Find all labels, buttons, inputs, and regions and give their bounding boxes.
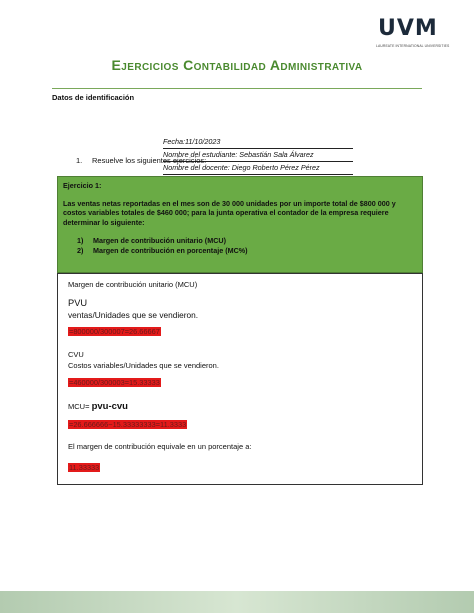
title-divider	[52, 88, 422, 89]
mcu-calculation: =26.666666−15.33333333=11.3333	[69, 420, 187, 429]
fecha-field: Fecha:11/10/2023	[163, 136, 353, 149]
item-text: Margen de contribución unitario (MCU)	[93, 236, 226, 246]
mcu-calc-row	[68, 420, 187, 429]
mc-percent-text: El margen de contribución equivale en un porcentaje a:	[68, 442, 252, 451]
task-text: Resuelve los siguientes ejercicios:	[92, 156, 207, 165]
logo-subtext: LAUREATE INTERNATIONAL UNIVERSITIES	[376, 44, 450, 48]
cvu-description: Costos variables/Unidades que se vendieron.	[68, 361, 219, 370]
mcu-label: MCU=	[68, 402, 90, 411]
footer-band	[0, 591, 474, 613]
teacher-name-field: Nombre del docente: Diego Roberto Pérez Pérez	[163, 162, 353, 175]
ident-heading: Datos de identificación	[52, 93, 135, 102]
document-title: Ejercicios Contabilidad Administrativa	[111, 57, 363, 73]
task-item	[76, 156, 206, 165]
exercise-item	[77, 236, 417, 246]
pvu-calculation: =800000/300007=26.66667	[69, 327, 160, 336]
mc-calc-row	[68, 463, 100, 472]
item-text: Margen de contribución en porcentaje (MC%)	[93, 245, 248, 255]
pvu-label: PVU	[68, 298, 88, 308]
uvm-logo	[374, 16, 450, 48]
pvu-description: ventas/Unidades que se vendieron.	[68, 310, 199, 320]
student-name-field: Nombre del estudiante: Sebastián Sala Álvarez	[163, 149, 353, 162]
item-number: 1)	[77, 236, 84, 246]
exercise-box	[57, 176, 423, 273]
logo-text: UVM	[378, 16, 438, 41]
exercise-title: Ejercicio 1:	[63, 181, 102, 190]
answer-box	[57, 273, 423, 485]
cvu-calculation: =460000/300003=15.33333	[69, 378, 160, 387]
mcu-line	[68, 401, 128, 412]
exercise-items	[63, 236, 417, 255]
task-number: 1.	[76, 156, 83, 165]
answer-heading: Margen de contribución unitario (MCU)	[68, 280, 198, 289]
pvu-calc-row	[68, 327, 161, 336]
mc-percent-calculation: 11.33333	[69, 463, 100, 472]
exercise-item	[77, 246, 417, 256]
item-number: 2)	[77, 245, 84, 255]
cvu-label: CVU	[68, 350, 84, 359]
mcu-formula: pvu-cvu	[91, 401, 128, 412]
exercise-statement: Las ventas netas reportadas en el mes son de 30 000 unidades por un importe total de $800 000 y costos variables totales de $460 000; para la junta operativa el contador de la empresa requiere determinar lo siguiente:	[63, 198, 396, 227]
cvu-calc-row	[68, 378, 161, 387]
